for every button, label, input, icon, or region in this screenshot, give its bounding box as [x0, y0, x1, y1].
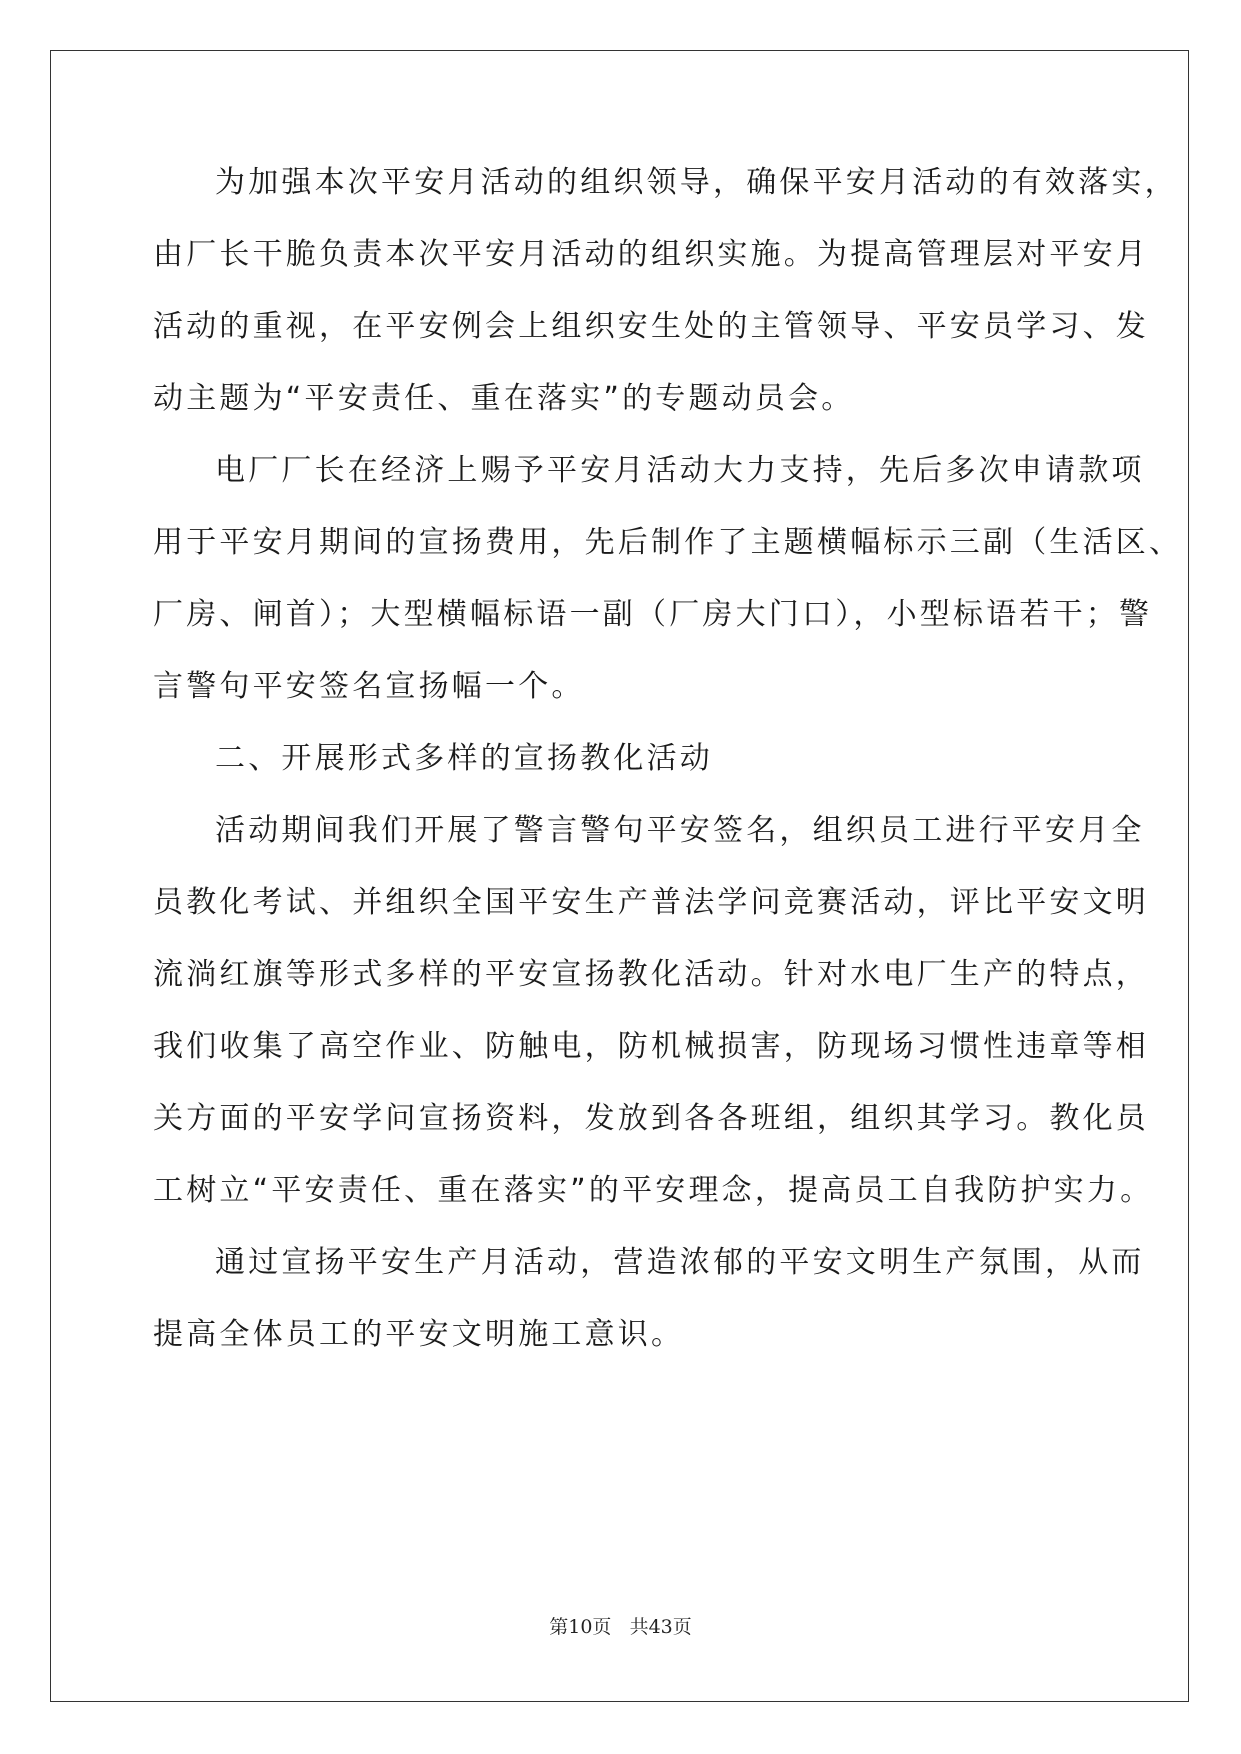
page-border: [50, 50, 1189, 1702]
paragraph-1-line-3: 活动的重视，在平安例会上组织安生处的主管领导、平安员学习、发: [153, 309, 1149, 344]
footer-total-prefix: 共: [629, 1616, 649, 1638]
paragraph-3-line-5: 关方面的平安学问宣扬资料，发放到各各班组，组织其学习。教化员: [153, 1101, 1149, 1136]
footer-total-number: 43: [648, 1616, 673, 1638]
footer-page-prefix: 第: [549, 1616, 569, 1638]
section-heading: 二、开展形式多样的宣扬教化活动: [215, 741, 713, 776]
paragraph-4-line-1: 通过宣扬平安生产月活动，营造浓郁的平安文明生产氛围，从而: [215, 1245, 1145, 1280]
paragraph-3-line-4: 我们收集了高空作业、防触电，防机械损害，防现场习惯性违章等相: [153, 1029, 1149, 1064]
footer-page-number: 10: [568, 1616, 593, 1638]
paragraph-3-line-3: 流淌红旗等形式多样的平安宣扬教化活动。针对水电厂生产的特点，: [153, 957, 1149, 992]
paragraph-4-line-2: 提高全体员工的平安文明施工意识。: [153, 1317, 685, 1352]
paragraph-1-line-2: 由厂长干脆负责本次平安月活动的组织实施。为提高管理层对平安月: [153, 237, 1149, 272]
paragraph-2-line-4: 言警句平安签名宣扬幅一个。: [153, 669, 585, 704]
paragraph-3-line-6: 工树立“平安责任、重在落实”的平安理念，提高员工自我防护实力。: [153, 1173, 1154, 1208]
footer-total-suffix: 页: [672, 1616, 692, 1638]
paragraph-1-line-1: 为加强本次平安月活动的组织领导，确保平安月活动的有效落实，: [215, 165, 1178, 200]
paragraph-3-line-1: 活动期间我们开展了警言警句平安签名，组织员工进行平安月全: [215, 813, 1145, 848]
paragraph-1-line-4: 动主题为“平安责任、重在落实”的专题动员会。: [153, 381, 855, 416]
paragraph-2-line-1: 电厂厂长在经济上赐予平安月活动大力支持，先后多次申请款项: [215, 453, 1145, 488]
paragraph-2-line-2: 用于平安月期间的宣扬费用，先后制作了主题横幅标示三副（生活区、: [153, 525, 1183, 560]
page-footer: [0, 1612, 1241, 1639]
paragraph-3-line-2: 员教化考试、并组织全国平安生产普法学问竞赛活动，评比平安文明: [153, 885, 1149, 920]
footer-page-suffix: 页: [592, 1616, 612, 1638]
paragraph-2-line-3: 厂房、闸首）；大型横幅标语一副（厂房大门口），小型标语若干；警: [153, 597, 1153, 632]
